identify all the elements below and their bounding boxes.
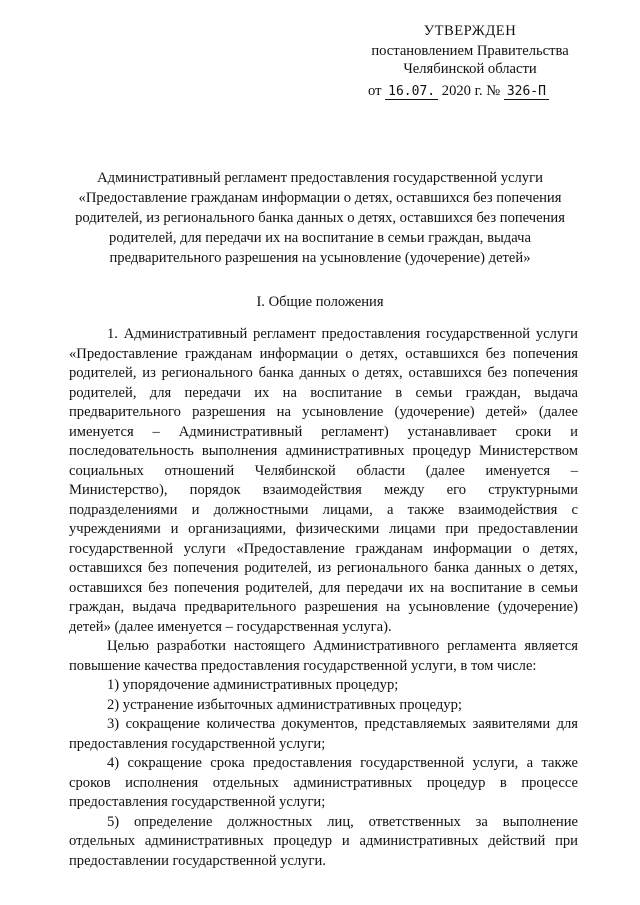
regulation-title (62, 168, 578, 268)
paragraph: Целью разработки настоящего Административного регламента является повышение качества предоставления государственной услуги, в том числе: (69, 638, 578, 674)
approval-date-line (360, 82, 580, 101)
list-item: 3) сокращение количества документов, представляемых заявителями для предоставления государственной услуги; (69, 716, 578, 752)
approval-block (360, 22, 580, 101)
list-item: 2) устранение избыточных административных процедур; (107, 696, 462, 713)
list-item: 4) сокращение срока предоставления государственной услуги, а также сроков исполнения отдельных административных процедур в процессе предоставления государственной услуги; (69, 755, 578, 810)
paragraph: 1. Административный регламент предоставления государственной услуги «Предоставление гражданам информации о детях, оставшихся без попечения родителей, из регионального банка данных о детях, оставшихся без попечения родителей, для передачи их на воспитание в семьи граждан, выдача предварительного разрешения на усыновление (удочерение) детей» (далее именуется – Административный регламент) устанавливает сроки и последовательность выполнения административных процедур Министерством социальных отношений Челябинской области (далее именуется – Министерство), порядок взаимодействия между его структурными подразделениями и должностными лицами, а также взаимодействия с учреждениями и организациями, физическими лицами при предоставлении государственной услуги «Предоставление гражданам информации о детях, оставшихся без попечения родителей, из регионального банка данных о детях, оставшихся без попечения родителей, для передачи их на воспитание в семьи граждан, выдача предварительного разрешения на усыновление (удочерение) детей» (далее именуется – государственная услуга). (69, 326, 578, 635)
section-heading: I. Общие положения (256, 294, 384, 310)
approval-line: постановлением Правительства (371, 43, 569, 59)
approval-stamp: УТВЕРЖДЕН (423, 23, 517, 39)
date-prefix: от (368, 83, 382, 99)
list-item: 5) определение должностных лиц, ответственных за выполнение отдельных административных процедур и административных действий при предоставлении государственной услуги. (69, 813, 578, 869)
year-number-text: 2020 г. № (441, 83, 501, 99)
title-line: предварительного разрешения на усыновление (удочерение) детей» (109, 250, 531, 266)
approval-line: Челябинской области (403, 61, 537, 77)
title-line: Административный регламент предоставления государственной услуги (97, 170, 543, 186)
title-line: «Предоставление гражданам информации о детях, оставшихся без попечения (78, 190, 562, 206)
list-item: 1) упорядочение административных процедур; (107, 677, 399, 693)
handwritten-date: 16.07. (385, 84, 438, 100)
document-body (69, 325, 578, 871)
handwritten-number: 326-П (504, 84, 549, 100)
title-line: родителей, из регионального банка данных о детях, оставшихся без попечения (75, 210, 565, 226)
title-line: родителей, для передачи их на воспитание в семьи граждан, выдача (109, 230, 531, 246)
